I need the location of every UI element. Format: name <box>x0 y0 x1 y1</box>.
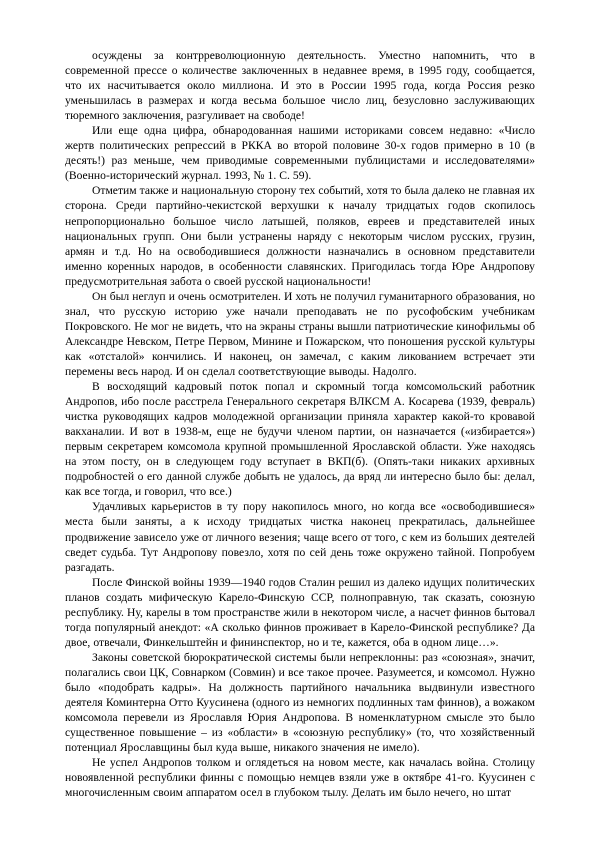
body-text-column <box>65 48 535 800</box>
paragraph: В восходящий кадровый поток попал и скромный тогда комсомольский работник Андропов, ибо после расстрела Генерального секретаря ВЛКСМ А. Косарева (1939, февраль) чистка руководящих кадров молодежной организации приняла характер какой-то кровавой вакханалии. И вот в 1938-м, еще не будучи членом партии, он назначается («избирается») первым секретарем комсомола крупной промышленной Ярославской области. Уже находясь на этом посту, он в следующем году вступает в ВКП(б). (Опять-таки никаких архивных подробностей о его данной службе добыть не удалось, да вряд ли интересно было бы: делал, как все тогда, и говорил, что все.) <box>65 380 535 499</box>
paragraph: Отметим также и национальную сторону тех событий, хотя то была далеко не главная их сторона. Среди партийно-чекистской верхушки к началу тридцатых годов скопилось непропорционально большое число латышей, поляков, евреев и представителей иных национальных групп. Они были устранены наряду с некоторым числом русских, грузин, армян и т.д. Но на освободившиеся должности назначались в основном представители именно коренных народов, в особенности славянских. Пригодилась тогда Юре Андропову предусмотрительная забота о своей русской национальности! <box>65 184 535 288</box>
paragraph: Он был неглуп и очень осмотрителен. И хоть не получил гуманитарного образования, но знал, что русскую историю уже начали преподавать не по русофобским учебникам Покровского. Не мог не видеть, что на экраны страны вышли патриотические кинофильмы об Александре Невском, Петре Первом, Минине и Пожарском, что поношения русской культуры как «отсталой» кончились. И наконец, он замечал, с каким ликованием встречает эти перемены весь народ. И он сделал соответствующие выводы. Надолго. <box>65 289 535 378</box>
paragraph: Удачливых карьеристов в ту пору накопилось много, но когда все «освободившиеся» места были заняты, а к исходу тридцатых чистка наконец прекратилась, дальнейшее продвижение зависело уже от личного везения; чаще всего от того, с кем из больших деятелей сведет судьба. Тут Андропову повезло, хотя по сей день тоже окружено тайной. Попробуем разгадать. <box>65 500 535 574</box>
paragraph: Не успел Андропов толком и оглядеться на новом месте, как началась война. Столицу новоявленной республики финны с помощью немцев взяли уже в октябре 41-го. Куусинен с многочисленным своим аппаратом осел в глубоком тылу. Делать им было нечего, но штат <box>65 756 535 800</box>
paragraph: осуждены за контрреволюционную деятельность. Уместно напомнить, что в современной прессе о количестве заключенных в недавнее время, в 1995 году, сообщается, что их насчитывается около миллиона. И это в России 1995 года, когда Россия резко уменьшилась в размерах и когда весьма большое число лиц, безусловно заслуживающих тюремного заключения, разгуливает на свободе! <box>65 49 535 123</box>
paragraph: Или еще одна цифра, обнародованная нашими историками совсем недавно: «Число жертв политических репрессий в РККА во второй половине 30-х годов примерно в 10 (в десять!) раз меньше, чем приводимые современными публицистами и исследователями» (Военно-исторический журнал. 1993, № 1. С. 59). <box>65 124 535 183</box>
paragraph: После Финской войны 1939—1940 годов Сталин решил из далеко идущих политических планов создать мифическую Карело-Финскую ССР, полноправную, так сказать, союзную республику. Ну, карелы в том пространстве жили в некотором числе, а насчет финнов бытовал тогда популярный анекдот: «А сколько финнов проживает в Карело-Финской республике? Да двое, отвечали, Финкельштейн и фининспектор, но и те, кажется, оба в одном лице…». <box>65 575 535 649</box>
paragraph: Законы советской бюрократической системы были непреклонны: раз «союзная», значит, полагались свои ЦК, Совнарком (Совмин) и все такое прочее. Разумеется, и комсомол. Нужно было «подобрать кадры». На должность партийного начальника выдвинули известного деятеля Коминтерна Отто Куусинена (одного из немногих подлинных там финнов), а вожаком комсомола перевели из Ярославля Юрия Андропова. В номенклатурном смысле это было существенное повышение – из «области» в «союзную республику» (то, что хозяйственный потенциал Ярославщины был куда выше, никакого значения не имело). <box>65 650 535 755</box>
